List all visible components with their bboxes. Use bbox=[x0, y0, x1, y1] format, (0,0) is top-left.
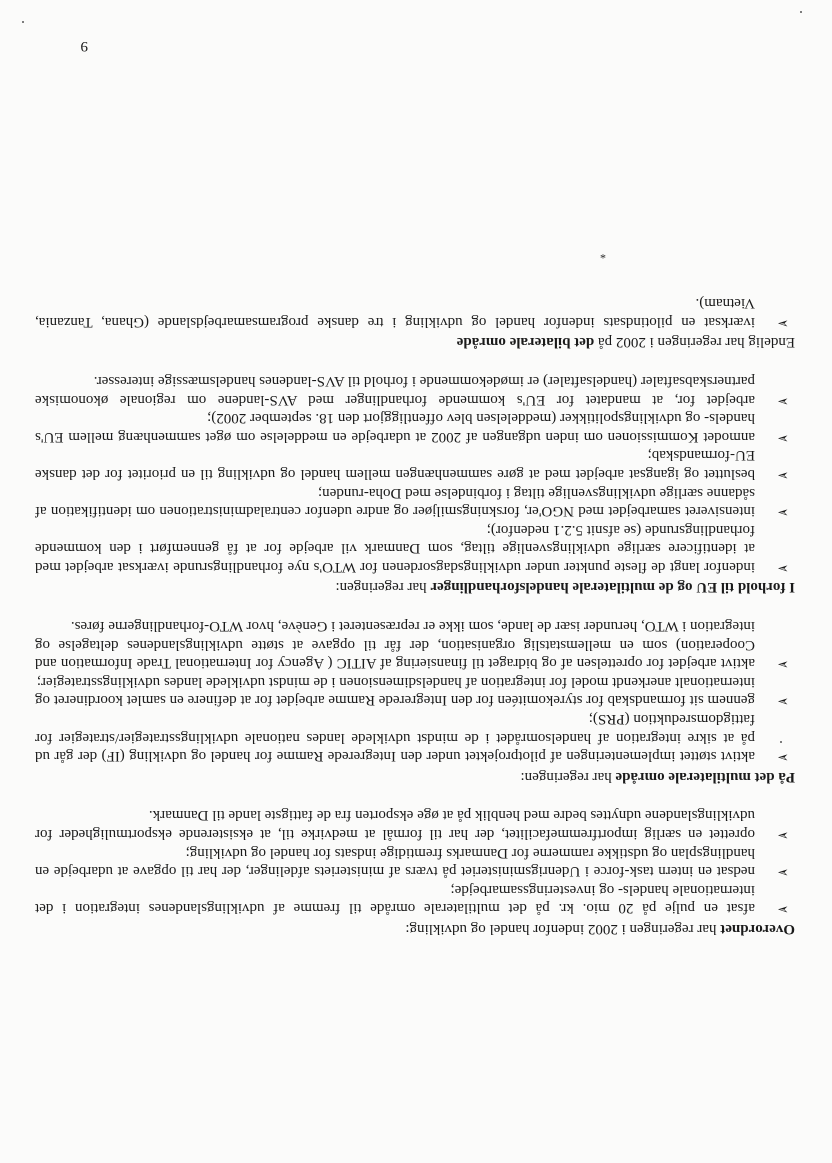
list-item-text: aktivt støttet implementeringen af pilotprojektet under den Integrerede Ramme for handel og udvikling (IF) der går ud på at sikre integration af handelsområdet i de mindst udviklede landes nationale udviklingsstrategier/strategier for fattigdomsreduktion (PRS); bbox=[35, 711, 755, 765]
section-intro-text: har regeringen: bbox=[520, 768, 616, 785]
section-intro-text: har regeringen i 2002 indenfor handel og udvikling: bbox=[405, 921, 721, 937]
list-item-text: besluttet og igangsat arbejdet med at gøre sammenhængen mellem handel og udvikling til en prioritet for det danske EU-formandskab; bbox=[35, 447, 755, 482]
list-item-text: oprettet en særlig importfremmefacilitet, der har til formål at medvirke til, at eksisterende eksportmuligheder for udviklingslandene udnyttes bedre med henblik på at øge eksporten fra de fattigste lande til Danmark. bbox=[35, 807, 755, 843]
section-intro-text: har regeringen: bbox=[335, 579, 431, 596]
section-intro-bold: Overordnet bbox=[720, 921, 795, 937]
arrow-bullet-icon: ➢ bbox=[777, 827, 789, 843]
list-item bbox=[35, 709, 795, 765]
handwritten-mark-icon: * bbox=[600, 248, 606, 262]
section-intro-multilateral bbox=[35, 767, 795, 786]
bullet-list-eu bbox=[35, 371, 795, 576]
bullet-list-multilateral bbox=[35, 617, 795, 766]
section-intro-bilateral bbox=[35, 333, 795, 352]
list-item bbox=[35, 672, 795, 709]
section-intro-text: Endelig har regeringen i 2002 på bbox=[594, 334, 795, 351]
list-item-text: gennem sit formandskab for styrekomitéen for den Integrerede Ramme arbejdet for at definere en samlet koordineret og internationalt anerkendt model for integration af handelsdimensionen i de mindst udviklede landes udviklingsstrategier; bbox=[35, 673, 755, 709]
list-item-text: intensiveret samarbejdet med NGO'er, forskningsmiljøer og andre udenfor centraladministrationen om identifikation af sådanne særlige udviklingsvenlige tiltag i forbindelse med Doha-runden; bbox=[35, 484, 755, 520]
arrow-bullet-icon: ➢ bbox=[777, 693, 789, 709]
arrow-bullet-icon: ➢ bbox=[777, 314, 789, 330]
arrow-bullet-icon: ➢ bbox=[777, 466, 789, 482]
arrow-bullet-icon: ➢ bbox=[777, 559, 789, 575]
arrow-bullet-icon: ➢ bbox=[777, 901, 789, 917]
list-item-text: iværksat en pilotindsats indenfor handel og udvikling i tre danske programsamarbejdslande (Ghana, Tanzania, Vietnam). bbox=[35, 295, 755, 330]
list-item bbox=[35, 409, 795, 446]
list-item bbox=[35, 843, 795, 880]
list-item bbox=[35, 880, 795, 917]
section-intro-bold: I forhold til EU og de multilaterale handelsforhandlinger bbox=[430, 579, 795, 596]
arrow-bullet-icon: ➢ bbox=[777, 504, 789, 520]
page-number: 9 bbox=[80, 38, 88, 54]
list-item bbox=[35, 483, 795, 520]
list-item bbox=[35, 617, 795, 673]
list-item bbox=[35, 371, 795, 408]
scan-speck-icon bbox=[22, 21, 24, 23]
section-intro-bold: det bilaterale område bbox=[456, 334, 595, 351]
section-intro-overall bbox=[35, 919, 795, 938]
list-item bbox=[35, 806, 795, 843]
bullet-list-bilateral bbox=[35, 294, 795, 331]
arrow-bullet-icon: ➢ bbox=[777, 864, 789, 880]
scan-speck-icon bbox=[780, 741, 782, 743]
arrow-bullet-icon: ➢ bbox=[777, 429, 789, 445]
arrow-bullet-icon: ➢ bbox=[777, 392, 789, 408]
arrow-bullet-icon: ➢ bbox=[777, 656, 789, 672]
list-item-text: afsat en pulje på 20 mio. kr. på det multilaterale område til fremme af udviklingslandenes integration i det internationale handels- og investeringssamarbejde; bbox=[35, 881, 755, 917]
bullet-list-overall bbox=[35, 806, 795, 918]
section-intro-bold: På det multilaterale område bbox=[615, 768, 795, 785]
document-body bbox=[35, 294, 795, 938]
list-item-text: aktivt arbejdet for oprettelsen af og bidraget til finansiering af AITIC ( Agency for International Trade Information and Cooperation) som en mellemstatslig organisation, der får til opgave at støtte udviklingslandenes deltagelse og integration i WTO, herunder især de lande, som ikke er repræsenteret i Genève, hvor WTO-forhandlingerne føres. bbox=[35, 618, 755, 672]
list-item bbox=[35, 294, 795, 331]
list-item bbox=[35, 446, 795, 483]
list-item-text: indenfor langt de fleste punkter under udviklingsdagsordenen for WTO's nye forhandlingsrunde iværksat arbejdet med at identificere særlige udviklingsvenlige tiltag, som Danmark vil arbejde for at få gennemført i den kommende forhandlingsrunde (se afsnit 5.2.1 nedenfor); bbox=[35, 521, 755, 575]
list-item-text: nedsat en intern task-force i Udenrigsministeriet på tværs af ministeriets afdelinger, der har til opgave at udarbejde en handlingsplan og udstikke rammerne for Danmarks fremtidige indsats for handel og udvikling; bbox=[35, 844, 755, 880]
scan-speck-icon bbox=[800, 11, 802, 13]
list-item-text: arbejdet for, at mandatet for EU's kommende forhandlinger med AVS-landene om regionale økonomiske partnerskabsaftaler (handelsaftaler) er imødekommende i forhold til AVS-landenes handelsmæssige interesser. bbox=[35, 372, 755, 408]
arrow-bullet-icon: ➢ bbox=[777, 749, 789, 765]
section-intro-eu bbox=[35, 578, 795, 597]
list-item bbox=[35, 520, 795, 576]
list-item-text: anmodet Kommissionen om inden udgangen af 2002 at udarbejde en meddelelse om øget sammenhæng mellem EU's handels- og udviklingspolitikker (meddelelsen blev offentliggjort den 18. september 2002); bbox=[35, 410, 755, 445]
